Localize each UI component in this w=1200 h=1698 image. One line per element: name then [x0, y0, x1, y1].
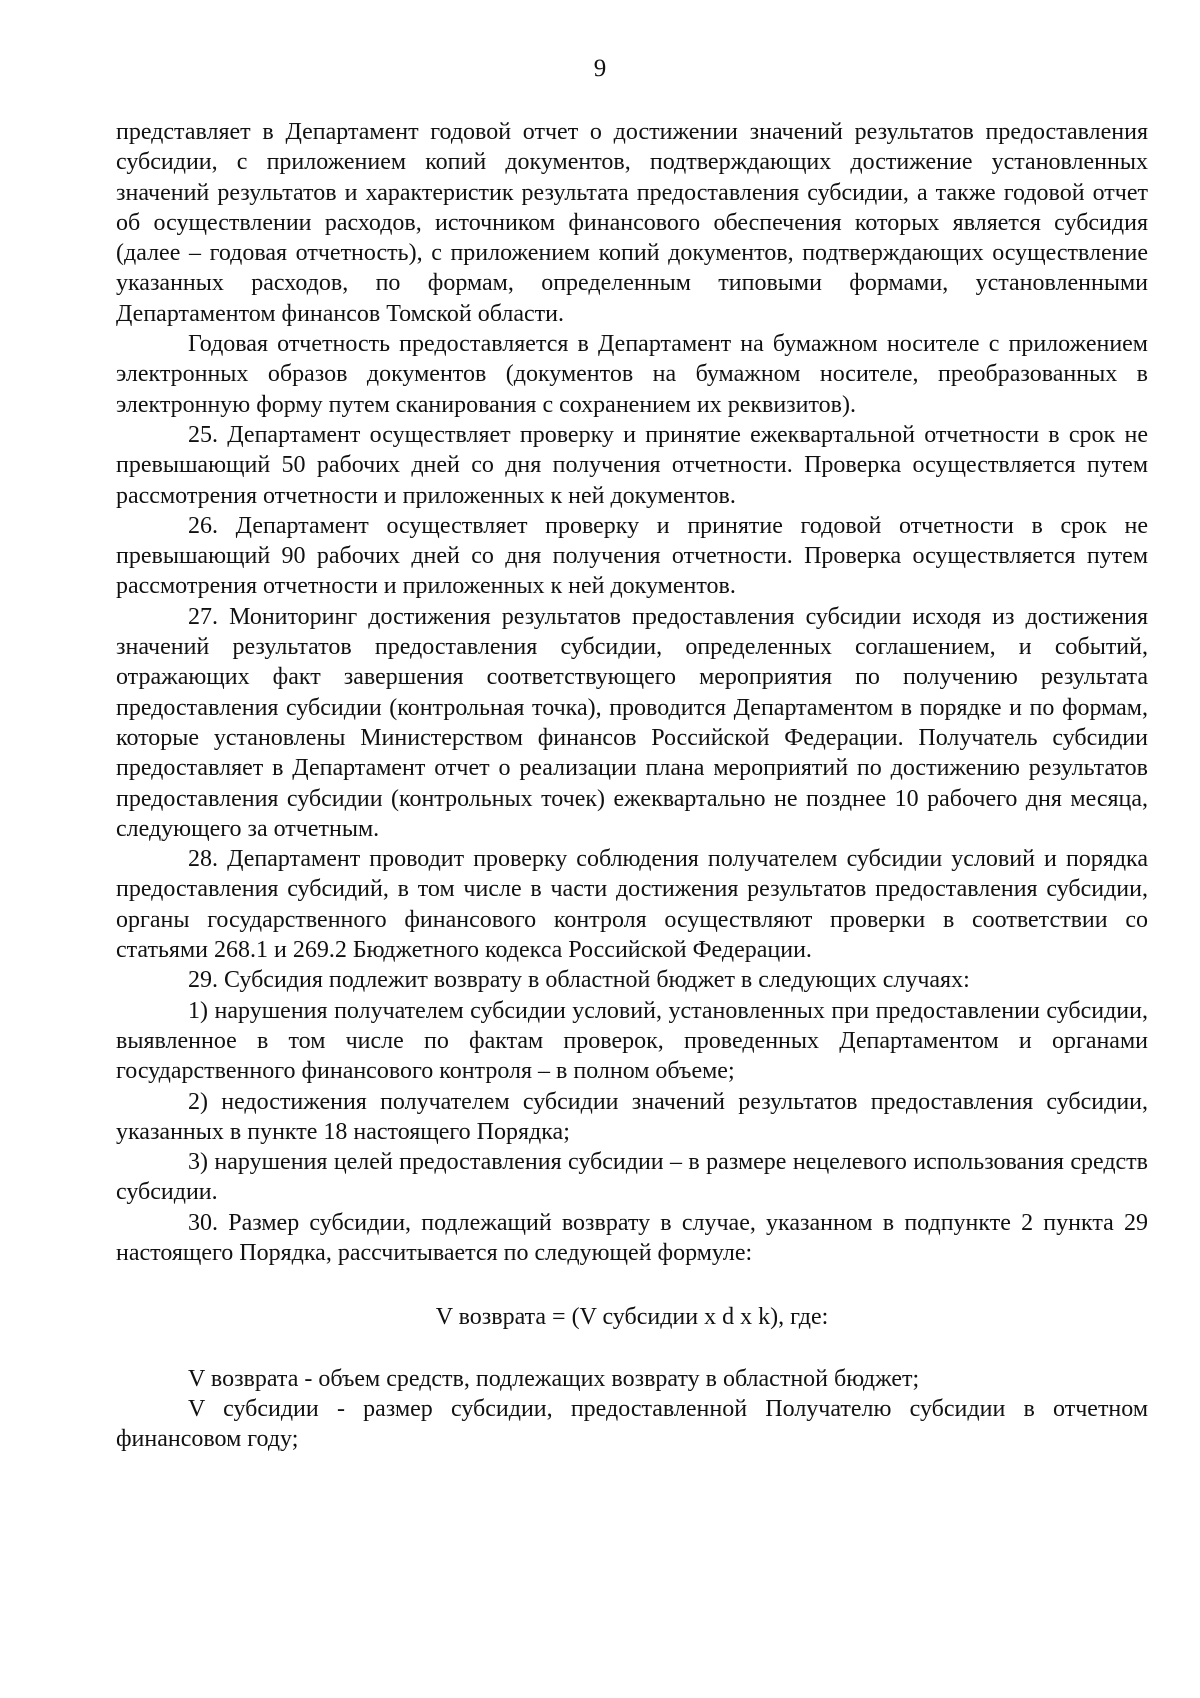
paragraph-29-item-3: 3) нарушения целей предоставления субсидии – в размере нецелевого использования средств субсидии. [116, 1149, 1148, 1206]
paragraph-29: 29. Субсидия подлежит возврату в областной бюджет в следующих случаях: [188, 967, 970, 994]
paragraph-annual-reporting: Годовая отчетность предоставляется в Департамент на бумажном носителе с приложением электронных образов документов (документов на бумажном носителе, преобразованных в электронную форму путем сканирования с сохранением их реквизитов). [116, 331, 1148, 418]
document-body [116, 117, 1148, 1454]
definition-v-subsidy: V субсидии - размер субсидии, предоставленной Получателю субсидии в отчетном финансовом году; [116, 1395, 1148, 1453]
formula: V возврата = (V субсидии x d x k), где: [435, 1304, 829, 1331]
page-number: 9 [593, 55, 607, 82]
paragraph-27: 27. Мониторинг достижения результатов предоставления субсидии исходя из достижения значений результатов предоставления субсидии, определенных соглашением, и событий, отражающих факт завершения соответствующего мероприятия по получению результата предоставления субсидии (контрольная точка), проводится Департаментом в порядке и по формам, которые установлены Министерством финансов Российской Федерации. Получатель субсидии предоставляет в Департамент отчет о реализации плана мероприятий по достижению результатов предоставления субсидии (контрольных точек) ежеквартально не позднее 10 рабочего дня месяца, следующего за отчетным. [116, 603, 1148, 842]
paragraph-29-item-1: 1) нарушения получателем субсидии условий, установленных при предоставлении субсидии, выявленное в том числе по фактам проверок, проведенных Департаментом и органами государственного финансового контроля – в полном объеме; [116, 997, 1148, 1085]
paragraph-30: 30. Размер субсидии, подлежащий возврату в случае, указанном в подпункте 2 пункта 29 настоящего Порядка, рассчитывается по следующей формуле: [116, 1209, 1148, 1266]
paragraph-29-item-2: 2) недостижения получателем субсидии значений результатов предоставления субсидии, указанных в пункте 18 настоящего Порядка; [116, 1088, 1148, 1145]
definition-v-return: V возврата - объем средств, подлежащих возврату в областной бюджет; [188, 1365, 920, 1392]
paragraph-continuation: представляет в Департамент годовой отчет о достижении значений результатов предоставления субсидии, с приложением копий документов, подтверждающих достижение установленных значений результатов и характеристик результата предоставления субсидии, а также годовой отчет об осуществлении расходов, источником финансового обеспечения которых является субсидия (далее – годовая отчетность), с приложением копий документов, подтверждающих осуществление указанных расходов, по формам, определенным типовыми формами, установленными Департаментом финансов Томской области. [116, 119, 1148, 327]
paragraph-26: 26. Департамент осуществляет проверку и принятие годовой отчетности в срок не превышающий 90 рабочих дней со дня получения отчетности. Проверка осуществляется путем рассмотрения отчетности и приложенных к ней документов. [116, 512, 1148, 600]
paragraph-28: 28. Департамент проводит проверку соблюдения получателем субсидии условий и порядка предоставления субсидий, в том числе в части достижения результатов предоставления субсидии, органы государственного финансового контроля осуществляют проверки в соответствии со статьями 268.1 и 269.2 Бюджетного кодекса Российской Федерации. [116, 846, 1148, 964]
paragraph-25: 25. Департамент осуществляет проверку и принятие ежеквартальной отчетности в срок не превышающий 50 рабочих дней со дня получения отчетности. Проверка осуществляется путем рассмотрения отчетности и приложенных к ней документов. [116, 421, 1148, 509]
